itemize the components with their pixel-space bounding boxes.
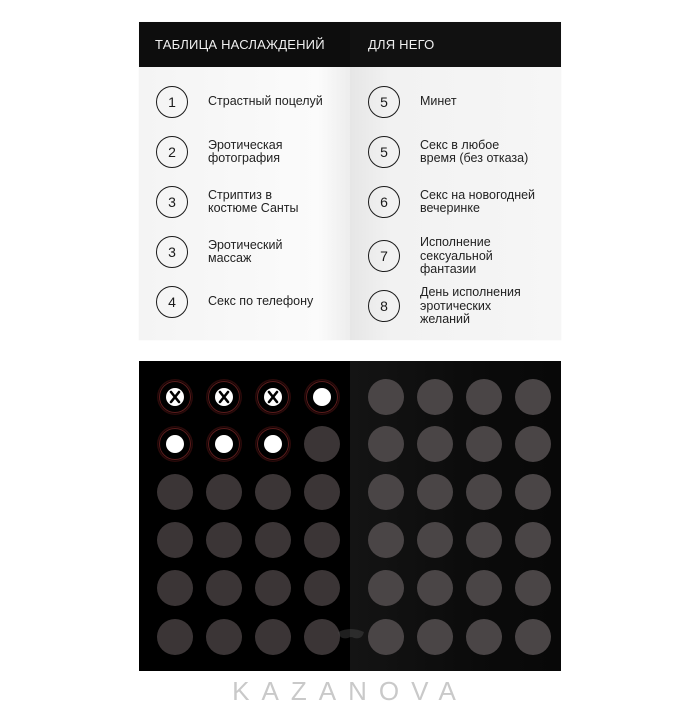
scratch-cell[interactable] (157, 474, 193, 510)
number-circle: 2 (156, 136, 188, 168)
scratch-cell[interactable] (515, 619, 551, 655)
scratch-cell[interactable] (466, 474, 502, 510)
item-label: Секс на новогодней вечеринке (420, 187, 536, 215)
item-label: Страстный поцелуй (208, 94, 323, 109)
scratch-cell[interactable] (466, 379, 502, 415)
scratch-cell[interactable] (515, 426, 551, 462)
scratched-dot-cell[interactable] (206, 426, 242, 462)
item-label: Эротическая фотография (208, 137, 283, 165)
scratched-dot-cell[interactable] (157, 426, 193, 462)
white-dot-icon (313, 388, 331, 406)
number-circle: 5 (368, 86, 400, 118)
white-dot-icon (264, 435, 282, 453)
scratch-cell[interactable] (206, 570, 242, 606)
scratch-cell[interactable] (368, 379, 404, 415)
number-circle: 3 (156, 236, 188, 268)
scratch-left-panel (139, 361, 350, 671)
scratch-cell[interactable] (417, 619, 453, 655)
scratch-cell[interactable] (368, 474, 404, 510)
scratch-cell[interactable] (368, 570, 404, 606)
number-circle: 8 (368, 290, 400, 322)
cross-icon (264, 388, 282, 406)
number-circle: 5 (368, 136, 400, 168)
scratch-cell[interactable] (206, 619, 242, 655)
number-circle: 4 (156, 286, 188, 318)
scratch-cell[interactable] (466, 570, 502, 606)
scratch-right-panel (350, 361, 561, 671)
scratch-cell[interactable] (206, 474, 242, 510)
scratch-cell[interactable] (304, 474, 340, 510)
white-dot-icon (166, 435, 184, 453)
left-list-item (156, 286, 313, 318)
item-label: Стриптиз в костюме Санты (208, 187, 299, 215)
cross-icon (215, 388, 233, 406)
number-circle: 1 (156, 86, 188, 118)
scratch-cell[interactable] (157, 522, 193, 558)
scratch-cell[interactable] (417, 522, 453, 558)
scratch-cell[interactable] (368, 426, 404, 462)
number-circle: 7 (368, 240, 400, 272)
item-label: Эротический массаж (208, 237, 283, 265)
scratch-cell[interactable] (515, 522, 551, 558)
scratch-cell[interactable] (368, 619, 404, 655)
scratch-cell[interactable] (304, 522, 340, 558)
mask-watermark-icon (336, 628, 366, 642)
item-label: Минет (420, 94, 457, 109)
scratch-cell[interactable] (466, 522, 502, 558)
right-list-item (368, 286, 521, 327)
scratched-dot-cell[interactable] (255, 426, 291, 462)
right-list-item (368, 186, 535, 218)
right-list-item (368, 136, 528, 168)
white-dot-icon (215, 435, 233, 453)
scratch-cell[interactable] (157, 619, 193, 655)
scratched-dot-cell[interactable] (304, 379, 340, 415)
right-list-item (368, 86, 457, 118)
scratch-cell[interactable] (304, 619, 340, 655)
scratch-card (139, 361, 561, 671)
item-label: Секс по телефону (208, 294, 314, 309)
scratch-cell[interactable] (255, 474, 291, 510)
scratch-cell[interactable] (515, 379, 551, 415)
scratch-cell[interactable] (157, 570, 193, 606)
scratch-cell[interactable] (417, 570, 453, 606)
left-header: ТАБЛИЦА НАСЛАЖДЕНИЙ (139, 22, 350, 67)
cross-icon (166, 388, 184, 406)
scratch-cell[interactable] (206, 522, 242, 558)
number-circle: 6 (368, 186, 400, 218)
scratch-cell[interactable] (304, 570, 340, 606)
scratch-cell[interactable] (515, 474, 551, 510)
left-list-item (156, 86, 323, 118)
right-list-item (368, 236, 493, 277)
scratch-cell[interactable] (255, 619, 291, 655)
left-list-item (156, 186, 299, 218)
scratch-cell[interactable] (304, 426, 340, 462)
scratch-cell[interactable] (255, 522, 291, 558)
scratch-cell[interactable] (515, 570, 551, 606)
right-header: ДЛЯ НЕГО (350, 22, 561, 67)
scratched-x-cell[interactable] (206, 379, 242, 415)
item-label: Исполнение сексуальной фантазии (420, 235, 493, 276)
scratched-x-cell[interactable] (157, 379, 193, 415)
scratch-cell[interactable] (255, 570, 291, 606)
scratched-x-cell[interactable] (255, 379, 291, 415)
scratch-cell[interactable] (417, 426, 453, 462)
item-label: Секс в любое время (без отказа) (420, 137, 529, 165)
item-label: День исполнения эротических желаний (420, 285, 521, 326)
scratch-cell[interactable] (417, 474, 453, 510)
scratch-cell[interactable] (466, 426, 502, 462)
brand-watermark: KAZANOVA (232, 676, 468, 706)
scratch-cell[interactable] (466, 619, 502, 655)
scratch-cell[interactable] (417, 379, 453, 415)
scratch-cell[interactable] (368, 522, 404, 558)
left-list-item (156, 236, 282, 268)
left-list-item (156, 136, 283, 168)
number-circle: 3 (156, 186, 188, 218)
